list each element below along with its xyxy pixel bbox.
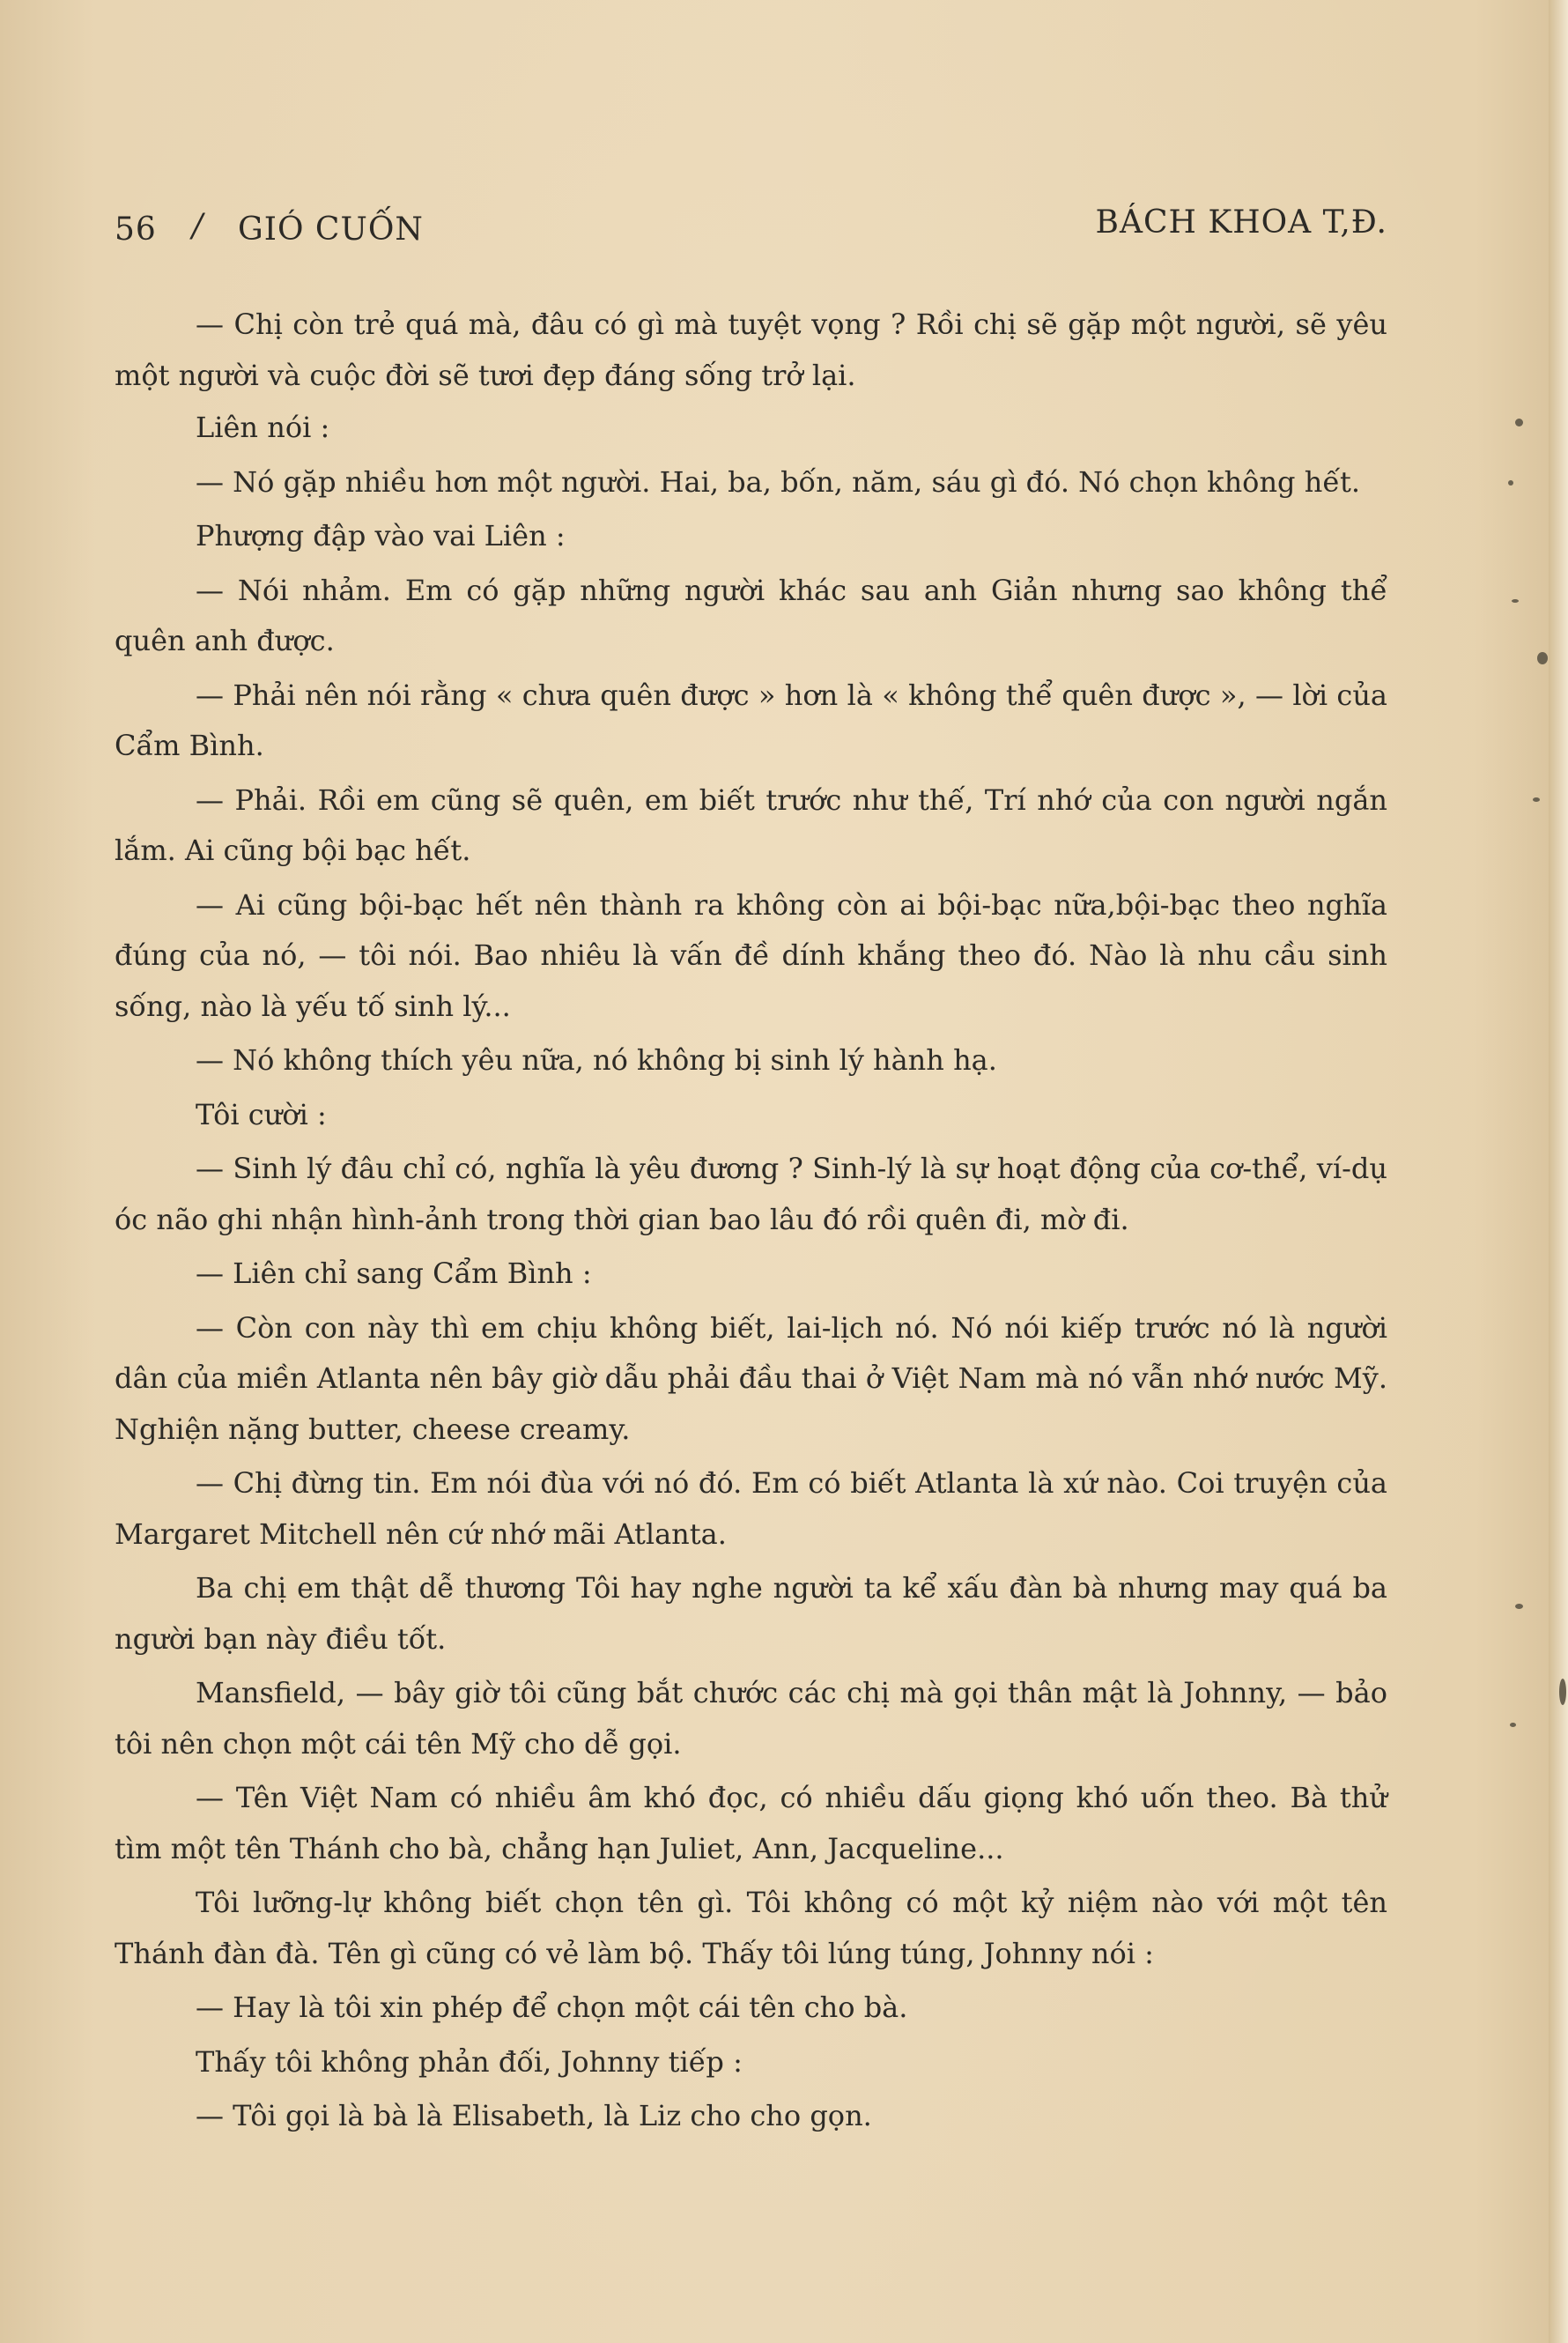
ink-speck: [1533, 797, 1540, 802]
paragraph: — Còn con này thì em chịu không biết, lai-lịch nó. Nó nói kiếp trước nó là người dân của miền Atlanta nên bây giờ dẫu phải đầu thai ở Việt Nam mà nó vẫn nhớ nước Mỹ. Nghiện nặng butter, cheese creamy.: [115, 1310, 1387, 1446]
paragraph: Ba chị em thật dễ thương Tôi hay nghe người ta kể xấu đàn bà nhưng may quá ba người bạn này điều tốt.: [115, 1571, 1387, 1656]
paragraph: — Nói nhảm. Em có gặp những người khác sau anh Giản nhưng sao không thể quên anh được.: [115, 573, 1387, 657]
paragraph: — Sinh lý đâu chỉ có, nghĩa là yêu đương ? Sinh-lý là sự hoạt động của cơ-thể, ví-dụ óc não ghi nhận hình-ảnh trong thời gian bao lâu đó rồi quên đi, mờ đi.: [115, 1152, 1387, 1236]
ink-speck: [1537, 652, 1548, 664]
paragraph: — Chị còn trẻ quá mà, đâu có gì mà tuyệt vọng ? Rồi chị sẽ gặp một người, sẽ yêu một người và cuộc đời sẽ tươi đẹp đáng sống trở lại.: [115, 308, 1387, 392]
page-edge: [1549, 0, 1568, 2343]
running-header: [115, 204, 1387, 257]
paragraph: Tôi lưỡng-lự không biết chọn tên gì. Tôi không có một kỷ niệm nào với một tên Thánh đàn đà. Tên gì cũng có vẻ làm bộ. Thấy tôi lúng túng, Johnny nói :: [115, 1886, 1387, 1970]
paragraph: Mansfield, — bây giờ tôi cũng bắt chước các chị mà gọi thân mật là Johnny, — bảo tôi nên chọn một cái tên Mỹ cho dễ gọi.: [115, 1676, 1387, 1761]
paragraph: Tôi cười :: [196, 1097, 327, 1131]
ink-speck: [1515, 1604, 1523, 1609]
paragraph: — Ai cũng bội-bạc hết nên thành ra không còn ai bội-bạc nữa,bội-bạc theo nghĩa đúng của nó, — tôi nói. Bao nhiêu là vấn đề dính khắng theo đó. Nào là nhu cầu sinh sống, nào là yếu tố sinh lý...: [115, 887, 1387, 1023]
ink-speck: [1559, 1679, 1566, 1705]
paragraph: — Hay là tôi xin phép để chọn một cái tên cho bà.: [196, 1991, 908, 2024]
book-title: GIÓ CUỐN: [238, 211, 424, 248]
page-number: 56: [115, 211, 157, 248]
ink-speck: [1515, 419, 1523, 426]
ink-speck: [1512, 599, 1519, 603]
paragraph: — Phải nên nói rằng « chưa quên được » hơn là « không thể quên được », — lời của Cẩm Bình.: [115, 678, 1387, 762]
paragraph: — Chị đừng tin. Em nói đùa với nó đó. Em có biết Atlanta là xứ nào. Coi truyện của Margaret Mitchell nên cứ nhớ mãi Atlanta.: [115, 1466, 1387, 1551]
paragraph: — Nó không thích yêu nữa, nó không bị sinh lý hành hạ.: [196, 1043, 997, 1077]
paragraph: Phượng đập vào vai Liên :: [196, 519, 566, 552]
ink-speck: [1510, 1723, 1516, 1727]
paragraph: — Phải. Rồi em cũng sẽ quên, em biết trước như thế, Trí nhớ của con người ngắn lắm. Ai cũng bội bạc hết.: [115, 782, 1387, 867]
paragraph: Liên nói :: [196, 411, 330, 444]
paragraph: Thấy tôi không phản đối, Johnny tiếp :: [196, 2044, 743, 2079]
paragraph: — Tên Việt Nam có nhiều âm khó đọc, có nhiều dấu giọng khó uốn theo. Bà thử tìm một tên Thánh cho bà, chẳng hạn Juliet, Ann, Jacqueline...: [115, 1781, 1387, 1865]
header-separator: /: [192, 208, 204, 244]
journal-name: BÁCH KHOA T,Đ.: [1095, 204, 1387, 241]
paragraph: — Liên chỉ sang Cẩm Bình :: [196, 1257, 592, 1290]
ink-speck: [1508, 480, 1513, 486]
paragraph: — Tôi gọi là bà là Elisabeth, là Liz cho cho gọn.: [196, 2099, 872, 2132]
paragraph: — Nó gặp nhiều hơn một người. Hai, ba, bốn, năm, sáu gì đó. Nó chọn không hết.: [196, 464, 1361, 499]
body-text: [115, 300, 1387, 2142]
